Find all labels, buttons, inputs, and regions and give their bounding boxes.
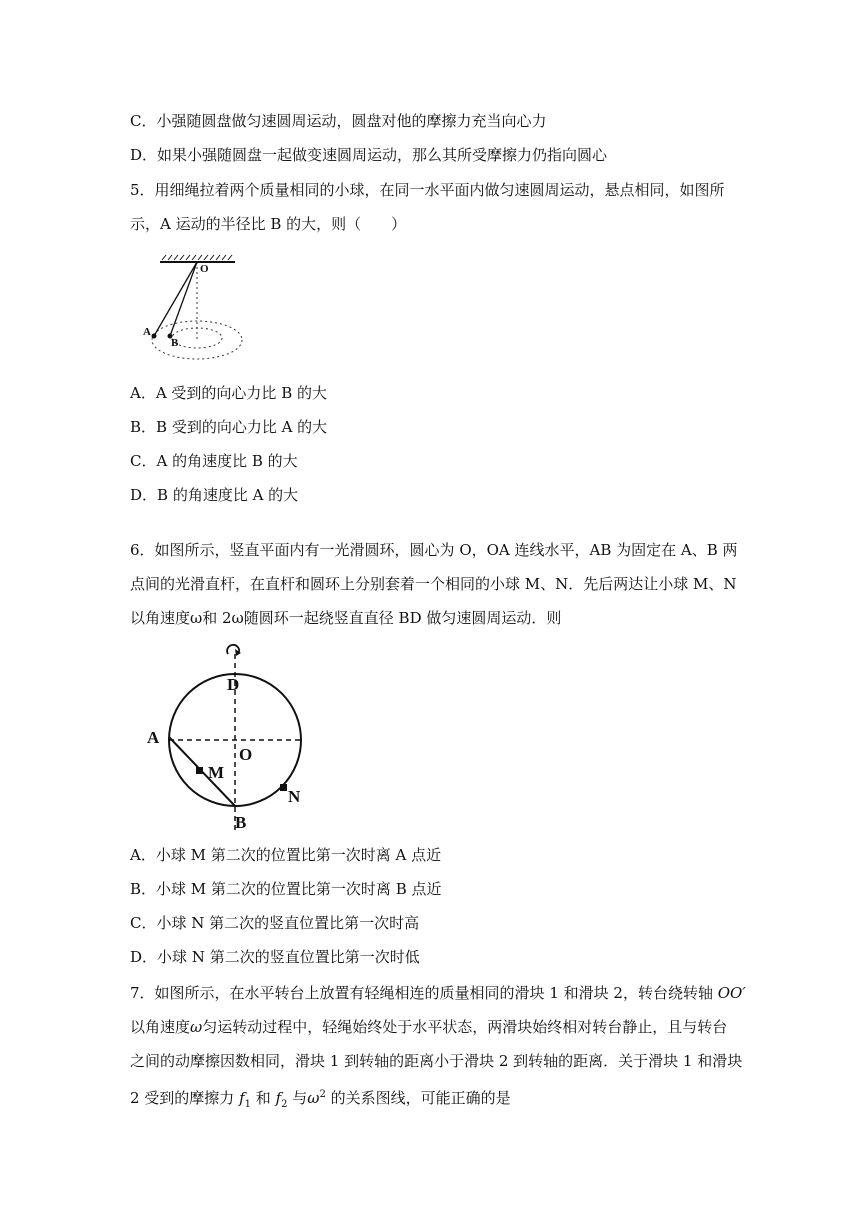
q6-stem-line3: 以角速度ω和 2ω随圆环一起绕竖直直径 BD 做匀速圆周运动．则 — [130, 609, 562, 627]
q6-option-c: C．小球 N 第二次的竖直位置比第一次时高 — [130, 914, 420, 932]
q6-option-b: B．小球 M 第二次的位置比第一次时离 B 点近 — [130, 880, 442, 898]
q6-option-a: A．小球 M 第二次的位置比第一次时离 A 点近 — [130, 846, 442, 864]
q7-stem-line4: 2 受到的摩擦力 $f_1$ 和 $f_2$ 与$\omega^2$ 的关系图线，可能正确的是 — [130, 1089, 511, 1110]
q5-label-a: A — [143, 326, 151, 338]
q6-label-b: B — [235, 813, 247, 832]
q6-stem-line2: 点间的光滑直杆，在直杆和圆环上分别套着一个相同的小球 M、N．先后两达让小球 M、N — [130, 575, 737, 593]
q5-stem-line1: 5．用细绳拉着两个质量相同的小球，在同一水平面内做匀速圆周运动，悬点相同，如图所 — [130, 181, 725, 199]
q5-label-o: O — [200, 263, 209, 275]
q4-option-c: C．小强随圆盘做匀速圆周运动，圆盘对他的摩擦力充当向心力 — [130, 112, 547, 130]
q5-stem-line2: 示，A 运动的半径比 B 的大，则（ ） — [130, 215, 407, 233]
q5-option-c: C．A 的角速度比 B 的大 — [130, 452, 298, 470]
q6-label-o: O — [239, 745, 253, 764]
q7-stem-line3: 之间的动摩擦因数相同，滑块 1 到转轴的距离小于滑块 2 到转轴的距离．关于滑块 1 和滑块 — [130, 1052, 743, 1070]
q6-label-m: M — [208, 763, 225, 782]
q6-label-a: A — [147, 728, 160, 747]
q7-stem-line2: 以角速度ω匀运转动过程中，轻绳始终处于水平状态，两滑块始终相对转台静止，且与转台 — [130, 1018, 728, 1036]
q7-axis-label: OO′ — [717, 984, 746, 1002]
q5-option-d: D．B 的角速度比 A 的大 — [130, 486, 299, 504]
q6-label-n: N — [288, 787, 301, 806]
q6-option-d: D．小球 N 第二次的竖直位置比第一次时低 — [130, 948, 420, 966]
q5-option-b: B．B 受到的向心力比 A 的大 — [130, 418, 328, 436]
q7-stem-line1: 7．如图所示，在水平转台上放置有轻绳相连的质量相同的滑块 1 和滑块 2，转台绕转轴 OO′ — [130, 984, 746, 1002]
q6-label-d: D — [227, 675, 240, 694]
q4-option-d: D．如果小强随圆盘一起做变速圆周运动，那么其所受摩擦力仍指向圆心 — [130, 146, 608, 164]
q5-label-b: B — [171, 337, 179, 349]
q5-conical-pendulum-figure — [140, 250, 270, 375]
q6-ring-figure — [135, 640, 325, 835]
q6-stem-line1: 6．如图所示，竖直平面内有一光滑圆环，圆心为 O，OA 连线水平，AB 为固定在 A、B 两 — [130, 541, 738, 559]
q5-option-a: A．A 受到的向心力比 B 的大 — [130, 384, 327, 402]
